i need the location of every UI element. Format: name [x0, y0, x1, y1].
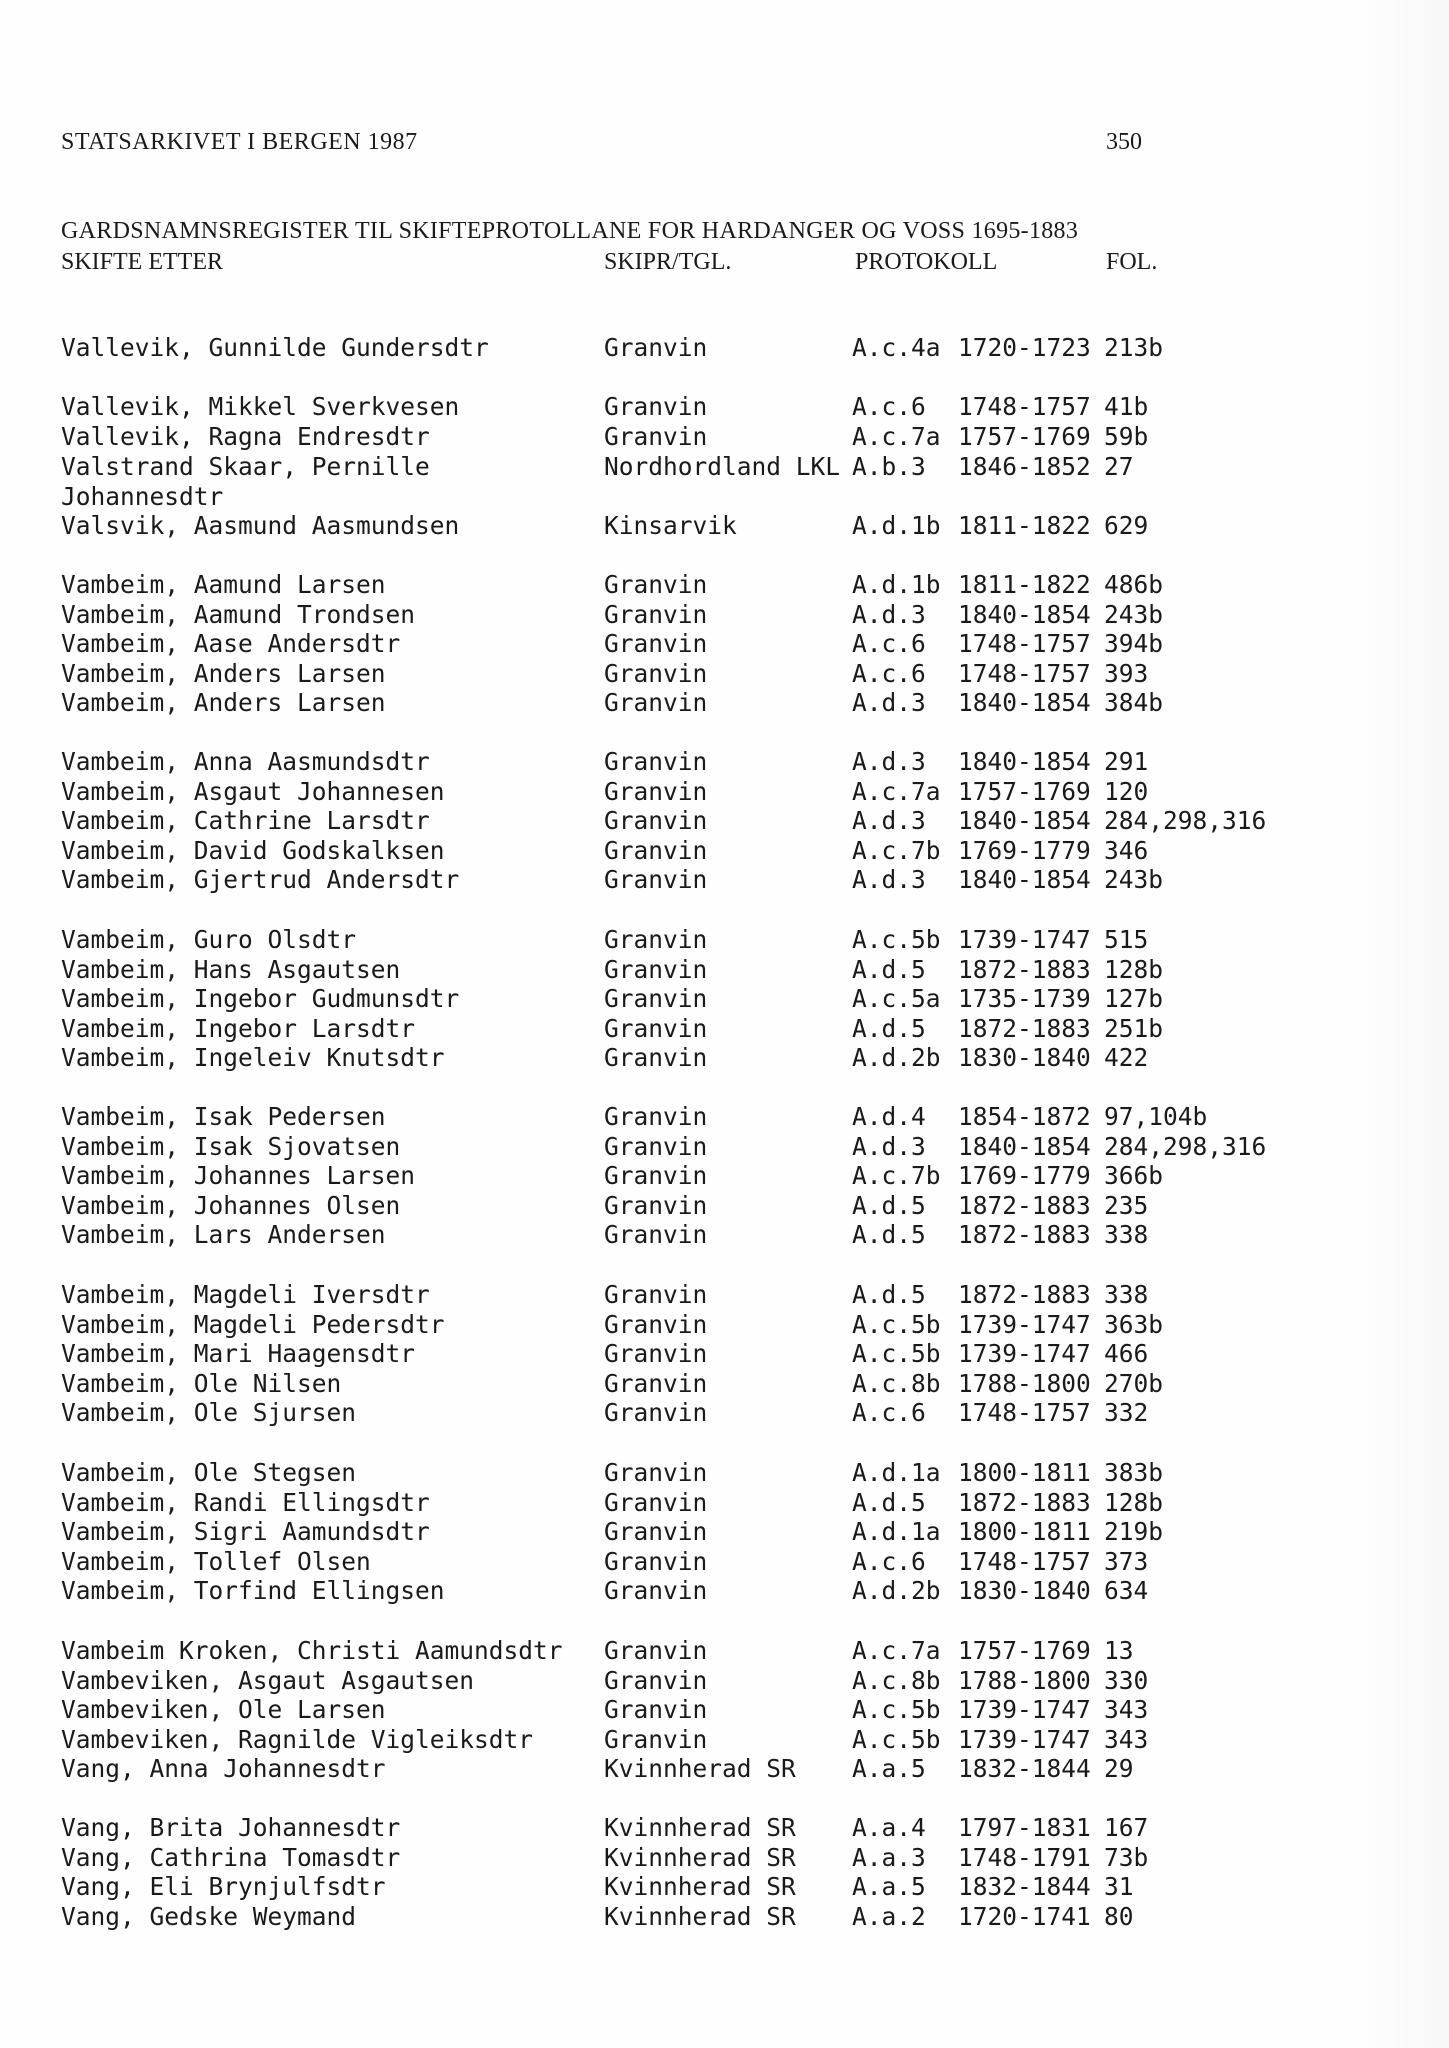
entry-years: 1757-1769	[958, 776, 1091, 806]
entry-protokoll: A.c.5b	[852, 1724, 941, 1754]
entry-tgl: Granvin	[604, 599, 708, 629]
list-item	[0, 1902, 1449, 1932]
entry-years: 1739-1747	[958, 1309, 1091, 1339]
entry-folio: 338	[1104, 1280, 1149, 1309]
entry-name: Vambeim, Anna Aasmundsdtr	[61, 747, 430, 776]
entry-years: 1739-1747	[958, 925, 1091, 954]
list-item	[0, 1695, 1449, 1725]
column-header-name: SKIFTE ETTER	[61, 249, 223, 275]
entry-years: 1757-1769	[958, 422, 1091, 451]
list-item	[0, 688, 1449, 718]
entry-years: 1830-1840	[958, 1043, 1091, 1073]
entry-folio: 270b	[1104, 1368, 1164, 1398]
list-item	[0, 1636, 1449, 1666]
entry-years: 1739-1747	[958, 1695, 1091, 1725]
entry-folio: 59b	[1104, 422, 1149, 451]
entry-protokoll: A.d.5	[852, 954, 926, 984]
entry-years: 1872-1883	[958, 1220, 1091, 1250]
entry-tgl: Granvin	[604, 1546, 708, 1576]
entry-tgl: Granvin	[604, 333, 708, 362]
entry-years: 1748-1757	[958, 392, 1091, 421]
list-item	[0, 1191, 1449, 1221]
entry-folio: 284,298,316	[1104, 806, 1267, 836]
entry-years: 1748-1757	[958, 1398, 1091, 1428]
entry-folio: 29	[1104, 1754, 1134, 1784]
list-item	[0, 1398, 1449, 1428]
entry-name: Vambeim, Ingeleiv Knutsdtr	[61, 1043, 445, 1073]
entry-years: 1846-1852	[958, 452, 1091, 481]
entry-folio: 41b	[1104, 392, 1149, 421]
list-item	[0, 600, 1449, 630]
entry-tgl: Granvin	[604, 925, 708, 954]
entry-folio: 128b	[1104, 954, 1164, 984]
entry-folio: 97,104b	[1104, 1102, 1208, 1131]
list-item	[0, 1161, 1449, 1191]
list-item	[0, 1310, 1449, 1340]
entry-years: 1739-1747	[958, 1339, 1091, 1369]
entry-protokoll: A.c.7a	[852, 1636, 941, 1665]
entry-name: Vambeim, Tollef Olsen	[61, 1546, 371, 1576]
entry-years: 1735-1739	[958, 984, 1091, 1014]
entry-protokoll: A.a.5	[852, 1872, 926, 1902]
list-item	[0, 659, 1449, 689]
entry-tgl: Granvin	[604, 747, 708, 776]
entry-tgl: Granvin	[604, 658, 708, 688]
entry-name: Vambeim, Anders Larsen	[61, 658, 386, 688]
entry-name: Vambeim, Ole Sjursen	[61, 1398, 357, 1428]
entry-tgl: Granvin	[604, 1576, 708, 1606]
entry-name: Vallevik, Gunnilde Gundersdtr	[61, 333, 489, 362]
entry-name: Vambeim, Johannes Olsen	[61, 1190, 401, 1220]
entry-years: 1748-1791	[958, 1842, 1091, 1872]
entry-protokoll: A.a.3	[852, 1842, 926, 1872]
entry-tgl: Granvin	[604, 806, 708, 836]
list-item	[0, 1220, 1449, 1250]
entry-folio: 373	[1104, 1546, 1149, 1576]
entry-tgl: Granvin	[604, 1190, 708, 1220]
list-item	[0, 1369, 1449, 1399]
entry-protokoll: A.c.6	[852, 629, 926, 659]
entry-protokoll: A.c.4a	[852, 333, 941, 362]
entry-tgl: Granvin	[604, 1043, 708, 1073]
entry-years: 1830-1840	[958, 1576, 1091, 1606]
entry-years: 1840-1854	[958, 747, 1091, 776]
list-item	[0, 984, 1449, 1014]
entry-name: Vambeviken, Ragnilde Vigleiksdtr	[61, 1724, 534, 1754]
entry-folio: 393	[1104, 658, 1149, 688]
entry-protokoll: A.d.2b	[852, 1576, 941, 1606]
entry-tgl: Kinsarvik	[604, 511, 737, 540]
entry-tgl: Granvin	[604, 1280, 708, 1309]
entry-tgl: Granvin	[604, 422, 708, 451]
list-item	[0, 1754, 1449, 1784]
entry-protokoll: A.d.1b	[852, 511, 941, 540]
entry-tgl: Granvin	[604, 1724, 708, 1754]
list-item	[0, 1132, 1449, 1162]
entry-protokoll: A.c.7a	[852, 776, 941, 806]
entry-name: Vambeim Kroken, Christi Aamundsdtr	[61, 1636, 563, 1665]
entry-name: Vambeim, Ole Stegsen	[61, 1458, 357, 1487]
entry-years: 1854-1872	[958, 1102, 1091, 1131]
entry-protokoll: A.c.6	[852, 392, 926, 421]
entry-protokoll: A.d.3	[852, 747, 926, 776]
entry-years: 1872-1883	[958, 1190, 1091, 1220]
entry-folio: 422	[1104, 1043, 1149, 1073]
entry-name: Vambeim, Asgaut Johannesen	[61, 776, 445, 806]
entry-folio: 31	[1104, 1872, 1134, 1902]
register-title: GARDSNAMNSREGISTER TIL SKIFTEPROTOLLANE FOR HARDANGER OG VOSS 1695-1883	[61, 218, 1079, 244]
entry-folio: 80	[1104, 1901, 1134, 1931]
entry-years: 1748-1757	[958, 1546, 1091, 1576]
list-item	[0, 1280, 1449, 1310]
entry-tgl: Granvin	[604, 1636, 708, 1665]
entry-tgl: Granvin	[604, 570, 708, 599]
entry-protokoll: A.d.3	[852, 865, 926, 895]
entry-protokoll: A.d.4	[852, 1102, 926, 1131]
entry-years: 1872-1883	[958, 1280, 1091, 1309]
entry-folio: 291	[1104, 747, 1149, 776]
entry-protokoll: A.c.8b	[852, 1665, 941, 1695]
entry-folio: 332	[1104, 1398, 1149, 1428]
list-item	[0, 511, 1449, 541]
entry-name: Vambeim, Randi Ellingsdtr	[61, 1487, 430, 1517]
entry-tgl: Granvin	[604, 1309, 708, 1339]
entry-folio: 128b	[1104, 1487, 1164, 1517]
entry-protokoll: A.c.6	[852, 1398, 926, 1428]
entry-folio: 486b	[1104, 570, 1164, 599]
entry-years: 1840-1854	[958, 688, 1091, 718]
entry-protokoll: A.a.2	[852, 1901, 926, 1931]
list-item	[0, 1725, 1449, 1755]
entry-years: 1872-1883	[958, 954, 1091, 984]
entry-folio: 120	[1104, 776, 1149, 806]
entry-tgl: Granvin	[604, 1131, 708, 1161]
list-item	[0, 1872, 1449, 1902]
entry-name: Vang, Anna Johannesdtr	[61, 1754, 386, 1784]
entry-name: Vambeim, Johannes Larsen	[61, 1161, 416, 1191]
entry-folio: 466	[1104, 1339, 1149, 1369]
entry-years: 1788-1800	[958, 1368, 1091, 1398]
entry-name: Vambeim, Aase Andersdtr	[61, 629, 401, 659]
entry-folio: 383b	[1104, 1458, 1164, 1487]
entry-years: 1840-1854	[958, 806, 1091, 836]
entry-folio: 243b	[1104, 599, 1164, 629]
entry-protokoll: A.a.5	[852, 1754, 926, 1784]
list-item	[0, 955, 1449, 985]
entry-name: Vambeim, Cathrine Larsdtr	[61, 806, 430, 836]
page-number: 350	[1106, 129, 1142, 155]
entry-years: 1757-1769	[958, 1636, 1091, 1665]
entry-name-continuation: Johannesdtr	[61, 481, 224, 511]
entry-protokoll: A.c.7a	[852, 422, 941, 451]
list-item	[0, 570, 1449, 600]
entry-tgl: Granvin	[604, 1368, 708, 1398]
column-header-fol: FOL.	[1106, 249, 1158, 275]
entry-protokoll: A.d.2b	[852, 1043, 941, 1073]
entry-years: 1800-1811	[958, 1458, 1091, 1487]
entry-tgl: Granvin	[604, 629, 708, 659]
entry-name: Vambeim, Gjertrud Andersdtr	[61, 865, 460, 895]
entry-years: 1769-1779	[958, 835, 1091, 865]
entry-name: Valstrand Skaar, Pernille	[61, 452, 430, 481]
entry-folio: 219b	[1104, 1517, 1164, 1547]
list-item	[0, 452, 1449, 482]
list-item	[0, 1458, 1449, 1488]
list-item	[0, 1547, 1449, 1577]
entry-tgl: Granvin	[604, 865, 708, 895]
entry-protokoll: A.c.5a	[852, 984, 941, 1014]
entry-folio: 13	[1104, 1636, 1134, 1665]
entry-name: Vambeim, Isak Pedersen	[61, 1102, 386, 1131]
entry-name: Vambeim, Ole Nilsen	[61, 1368, 342, 1398]
entry-protokoll: A.c.5b	[852, 1339, 941, 1369]
entry-name: Valsvik, Aasmund Aasmundsen	[61, 511, 460, 540]
entry-folio: 284,298,316	[1104, 1131, 1267, 1161]
entry-name: Vambeim, Torfind Ellingsen	[61, 1576, 445, 1606]
entry-name: Vambeim, Magdeli Pedersdtr	[61, 1309, 445, 1339]
entry-folio: 363b	[1104, 1309, 1164, 1339]
entry-folio: 366b	[1104, 1161, 1164, 1191]
entry-protokoll: A.d.3	[852, 806, 926, 836]
entry-tgl: Granvin	[604, 954, 708, 984]
column-header-protokoll: PROTOKOLL	[855, 249, 998, 275]
entry-tgl: Kvinnherad SR	[604, 1901, 796, 1931]
entry-name: Vang, Gedske Weymand	[61, 1901, 357, 1931]
entry-protokoll: A.d.3	[852, 599, 926, 629]
entry-tgl: Granvin	[604, 1487, 708, 1517]
entry-tgl: Kvinnherad SR	[604, 1872, 796, 1902]
entry-years: 1811-1822	[958, 570, 1091, 599]
list-item	[0, 1014, 1449, 1044]
entry-folio: 343	[1104, 1695, 1149, 1725]
entry-tgl: Granvin	[604, 1517, 708, 1547]
entry-tgl: Granvin	[604, 984, 708, 1014]
entry-protokoll: A.d.5	[852, 1487, 926, 1517]
entry-name: Vallevik, Ragna Endresdtr	[61, 422, 430, 451]
entry-years: 1811-1822	[958, 511, 1091, 540]
entry-years: 1840-1854	[958, 865, 1091, 895]
entry-protokoll: A.b.3	[852, 452, 926, 481]
entry-protokoll: A.d.3	[852, 1131, 926, 1161]
entry-folio: 343	[1104, 1724, 1149, 1754]
entry-name: Vambeviken, Asgaut Asgautsen	[61, 1665, 475, 1695]
entry-folio: 384b	[1104, 688, 1164, 718]
archive-header: STATSARKIVET I BERGEN 1987	[61, 129, 418, 155]
entry-protokoll: A.a.4	[852, 1813, 926, 1842]
entry-folio: 330	[1104, 1665, 1149, 1695]
entry-folio: 515	[1104, 925, 1149, 954]
list-item	[0, 1843, 1449, 1873]
entry-tgl: Granvin	[604, 1398, 708, 1428]
list-item	[0, 392, 1449, 422]
entry-folio: 394b	[1104, 629, 1164, 659]
entry-protokoll: A.c.6	[852, 658, 926, 688]
entry-tgl: Granvin	[604, 776, 708, 806]
column-header-tgl: SKIPR/TGL.	[604, 249, 732, 275]
entry-folio: 27	[1104, 452, 1134, 481]
entry-folio: 73b	[1104, 1842, 1149, 1872]
entry-years: 1840-1854	[958, 1131, 1091, 1161]
list-item	[0, 865, 1449, 895]
entry-name: Vang, Eli Brynjulfsdtr	[61, 1872, 386, 1902]
entry-tgl: Granvin	[604, 688, 708, 718]
entry-protokoll: A.d.1b	[852, 570, 941, 599]
list-item	[0, 333, 1449, 363]
entry-protokoll: A.c.8b	[852, 1368, 941, 1398]
entry-name: Vambeim, Guro Olsdtr	[61, 925, 357, 954]
list-item	[0, 1576, 1449, 1606]
list-item	[0, 777, 1449, 807]
entry-tgl: Granvin	[604, 1458, 708, 1487]
entry-years: 1800-1811	[958, 1517, 1091, 1547]
list-item	[0, 1666, 1449, 1696]
list-item	[0, 806, 1449, 836]
list-item	[0, 629, 1449, 659]
entry-tgl: Granvin	[604, 1695, 708, 1725]
entry-protokoll: A.c.5b	[852, 1695, 941, 1725]
list-item	[0, 1043, 1449, 1073]
entry-years: 1840-1854	[958, 599, 1091, 629]
entry-protokoll: A.d.5	[852, 1280, 926, 1309]
entry-years: 1720-1723	[958, 333, 1091, 362]
entry-folio: 629	[1104, 511, 1149, 540]
entry-years: 1832-1844	[958, 1754, 1091, 1784]
entry-folio: 634	[1104, 1576, 1149, 1606]
entry-protokoll: A.c.5b	[852, 925, 941, 954]
entry-tgl: Granvin	[604, 835, 708, 865]
list-item	[0, 836, 1449, 866]
entry-protokoll: A.c.5b	[852, 1309, 941, 1339]
entry-years: 1872-1883	[958, 1013, 1091, 1043]
entry-tgl: Granvin	[604, 1665, 708, 1695]
list-item	[0, 1813, 1449, 1843]
entry-name: Vambeim, Hans Asgautsen	[61, 954, 401, 984]
entry-folio: 127b	[1104, 984, 1164, 1014]
entry-folio: 213b	[1104, 333, 1164, 362]
list-item	[0, 925, 1449, 955]
entry-years: 1739-1747	[958, 1724, 1091, 1754]
entry-protokoll: A.c.7b	[852, 1161, 941, 1191]
entry-tgl: Granvin	[604, 1339, 708, 1369]
list-item	[0, 1517, 1449, 1547]
list-item	[0, 1339, 1449, 1369]
entry-name: Vang, Brita Johannesdtr	[61, 1813, 401, 1842]
entry-tgl: Granvin	[604, 1013, 708, 1043]
entry-folio: 346	[1104, 835, 1149, 865]
entry-name: Vambeim, Lars Andersen	[61, 1220, 386, 1250]
entry-name: Vambeim, Ingebor Gudmunsdtr	[61, 984, 460, 1014]
entry-tgl: Kvinnherad SR	[604, 1813, 796, 1842]
entry-tgl: Nordhordland LKL	[604, 452, 841, 481]
entry-folio: 243b	[1104, 865, 1164, 895]
entry-tgl: Granvin	[604, 1161, 708, 1191]
list-item	[0, 422, 1449, 452]
entry-years: 1832-1844	[958, 1872, 1091, 1902]
entry-folio: 167	[1104, 1813, 1149, 1842]
entry-years: 1748-1757	[958, 629, 1091, 659]
entry-years: 1797-1831	[958, 1813, 1091, 1842]
list-item	[0, 747, 1449, 777]
entry-name: Vambeim, Sigri Aamundsdtr	[61, 1517, 430, 1547]
entry-years: 1788-1800	[958, 1665, 1091, 1695]
entry-protokoll: A.d.5	[852, 1190, 926, 1220]
entry-name: Vambeviken, Ole Larsen	[61, 1695, 386, 1725]
entry-protokoll: A.c.7b	[852, 835, 941, 865]
entry-name: Vambeim, Anders Larsen	[61, 688, 386, 718]
entry-folio: 338	[1104, 1220, 1149, 1250]
entry-years: 1748-1757	[958, 658, 1091, 688]
entry-tgl: Granvin	[604, 1102, 708, 1131]
entry-years: 1872-1883	[958, 1487, 1091, 1517]
entry-folio: 251b	[1104, 1013, 1164, 1043]
list-item	[0, 1488, 1449, 1518]
entry-name: Vallevik, Mikkel Sverkvesen	[61, 392, 460, 421]
entry-protokoll: A.d.5	[852, 1013, 926, 1043]
entry-years: 1769-1779	[958, 1161, 1091, 1191]
entry-name: Vambeim, David Godskalksen	[61, 835, 445, 865]
entry-protokoll: A.d.5	[852, 1220, 926, 1250]
entry-name: Vambeim, Aamund Trondsen	[61, 599, 416, 629]
entry-folio: 235	[1104, 1190, 1149, 1220]
entry-name: Vambeim, Magdeli Iversdtr	[61, 1280, 430, 1309]
entry-name: Vang, Cathrina Tomasdtr	[61, 1842, 401, 1872]
entry-protokoll: A.c.6	[852, 1546, 926, 1576]
entry-protokoll: A.d.3	[852, 688, 926, 718]
entry-years: 1720-1741	[958, 1901, 1091, 1931]
entry-name: Vambeim, Aamund Larsen	[61, 570, 386, 599]
entry-name: Vambeim, Ingebor Larsdtr	[61, 1013, 416, 1043]
entry-protokoll: A.d.1a	[852, 1517, 941, 1547]
list-item	[0, 1102, 1449, 1132]
entry-tgl: Granvin	[604, 392, 708, 421]
entry-tgl: Kvinnherad SR	[604, 1754, 796, 1784]
entry-tgl: Granvin	[604, 1220, 708, 1250]
entry-protokoll: A.d.1a	[852, 1458, 941, 1487]
entry-name: Vambeim, Isak Sjovatsen	[61, 1131, 401, 1161]
entry-tgl: Kvinnherad SR	[604, 1842, 796, 1872]
entry-name: Vambeim, Mari Haagensdtr	[61, 1339, 416, 1369]
